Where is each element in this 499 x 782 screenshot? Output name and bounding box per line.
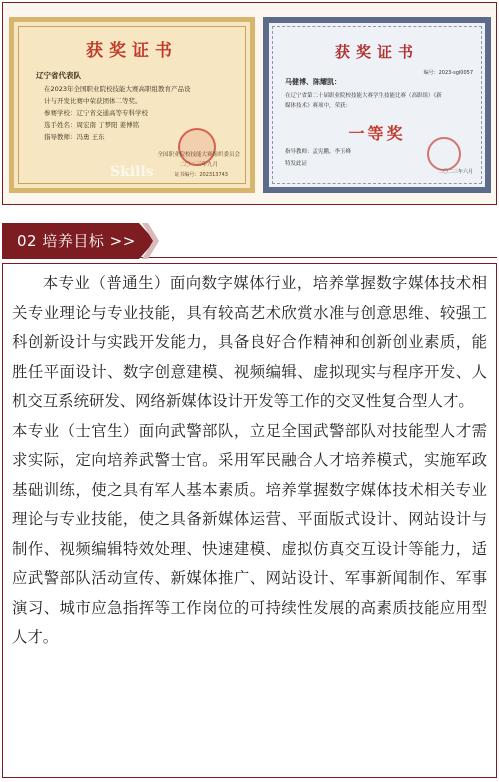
certificate-right-date: 二〇二三年六月 [437,169,473,175]
certificate-right-seal [427,137,461,171]
certificate-left-line: 指导教师：冯勇 王东 [44,133,105,141]
certificate-right-line: 指导教师：孟宪鹏，李玉峰 [285,149,352,155]
certificate-left [9,17,255,193]
certificate-left-number: 证书编号：202313743 [174,172,228,178]
certificate-right [263,17,491,193]
certificate-right-line: 媒体技术》赛项中，荣获： [285,103,352,109]
section-header [2,211,497,261]
certificate-left-recipient: 辽宁省代表队 [36,71,81,80]
certificate-right-title: 获奖证书 [334,43,419,61]
certificate-right-prize: 一等奖 [348,124,406,143]
certificate-right-line: 在辽宁省第二十届职业院校技能大赛学生技能比赛（高职组）《新 [285,93,442,99]
certificate-left-date: 二〇二三年九月 [179,162,218,168]
paragraph-regular-students: 本专业（普通生）面向数字媒体行业，培养掌握数字媒体技术相关专业理论与专业技能，具有较高艺术欣赏水准与创意思维、较强工科创新设计与实践开发能力，具备良好合作精神和创新创业素质，能胜任平面设计、数字创意建模、视频编辑、虚拟现实与程序开发、人机交互系统研发、网络新媒体设计开发等工作的交叉性复合型人才。 [12,274,487,410]
certificate-right-names: 马健博、陈耀凯： [285,78,341,86]
certificate-left-line: 计与开发比赛中荣获团体二等奖。 [44,97,142,105]
section-title: 02 培养目标 >> [17,232,136,250]
certificate-left-line: 参赛学校：辽宁省交通高等专科学校 [44,109,148,117]
certificate-left-line: 在2023年全国职业院校技能大赛高职组教育产品设 [44,85,191,93]
training-goals-content [2,263,497,778]
certificate-right-number: 编号：2023-sgl0057 [423,70,473,76]
paragraph-nco-students: 本专业（士官生）面向武警部队，立足全国武警部队对技能型人才需求实际，定向培养武警士官。采用军民融合人才培养模式，实施军政基础训练，使之具有军人基本素质。培养掌握数字媒体技术相关专业理论与专业技能，使之具备新媒体运营、平面版式设计、网站设计与制作、视频编辑特效处理、快速建模、虚拟仿真交互设计等能力，适应武警部队活动宣传、新媒体推广、网站设计、军事新闻制作、军事演习、城市应急指挥等工作岗位的可持续性发展的高素质技能应用型人才。 [12,421,487,646]
certificate-left-issuer: 全国职业院校技能大赛组织委员会 [157,152,240,158]
certificates-image [2,2,497,205]
certificate-left-line: 选手姓名：周宏南 丁梦阳 姜博铭 [44,121,140,129]
certificate-left-watermark: Skills [110,164,154,180]
certificate-left-title: 获奖证书 [86,41,178,61]
certificate-right-line: 特发此证 [285,161,308,167]
